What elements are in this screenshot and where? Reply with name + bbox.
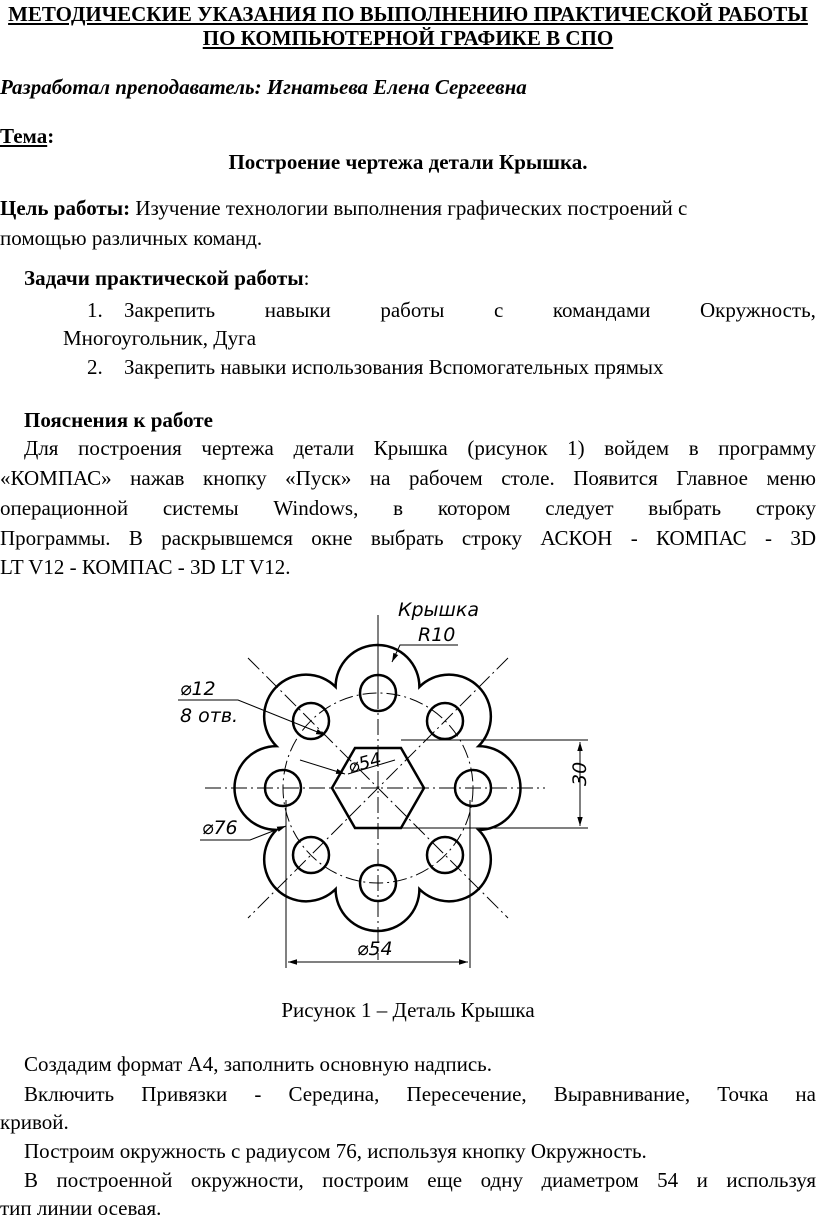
- topic-label-row: [0, 124, 54, 148]
- cover-drawing: [160, 590, 640, 980]
- author-line: Разработал преподаватель: Игнатьева Елена Сергеевна: [0, 75, 527, 99]
- task-1-word: Закрепить: [124, 298, 216, 322]
- explanation-line: Программы. В раскрывшемся окне выбрать строку АСКОН - КОМПАС - 3D: [0, 526, 816, 550]
- step-line: кривой.: [0, 1110, 69, 1134]
- goal-label: Цель работы:: [0, 196, 131, 220]
- task-2-text: Закрепить навыки использования Вспомогательных прямых: [124, 355, 664, 379]
- task-1-text: [124, 298, 816, 322]
- topic-label: Тема: [0, 124, 48, 148]
- tasks-label: Задачи практической работы: [24, 266, 304, 290]
- task-1-word: Окружность,: [700, 298, 816, 322]
- task-2-num: 2.: [87, 355, 103, 379]
- doc-title-line1: МЕТОДИЧЕСКИЕ УКАЗАНИЯ ПО ВЫПОЛНЕНИЮ ПРАКТИЧЕСКОЙ РАБОТЫ: [8, 2, 808, 26]
- label-hole-count: 8 отв.: [180, 705, 239, 727]
- label-outer-dia: ⌀76: [202, 817, 238, 839]
- topic-title: Построение чертежа детали Крышка.: [228, 150, 588, 174]
- step-line: Построим окружность с радиусом 76, используя кнопку Окружность.: [24, 1139, 647, 1163]
- label-hex-dia: ⌀54: [345, 748, 384, 778]
- explanation-line: операционной системы Windows, в котором следует выбрать строку: [0, 496, 816, 520]
- topic-colon: :: [47, 124, 55, 148]
- task-1-word: навыки: [264, 298, 331, 322]
- goal-line1: [0, 196, 687, 220]
- goal-line2: помощью различных команд.: [0, 226, 263, 250]
- explanation-line: «КОМПАС» нажав кнопку «Пуск» на рабочем столе. Появится Главное меню: [0, 466, 816, 490]
- step-line: Создадим формат А4, заполнить основную надпись.: [24, 1052, 492, 1076]
- task-1-continuation: Многоугольник, Дуга: [63, 326, 257, 350]
- task-1-num: 1.: [87, 298, 103, 322]
- goal-text1: Изучение технологии выполнения графических построений с: [130, 196, 688, 220]
- tasks-heading: [24, 266, 309, 290]
- label-height-dim: 30: [569, 761, 591, 786]
- explanation-heading: Пояснения к работе: [24, 408, 213, 432]
- explanation-line: Для построения чертежа детали Крышка (рисунок 1) войдем в программу: [24, 436, 816, 460]
- leader-hex-dia: [300, 760, 345, 774]
- label-bottom-dim: ⌀54: [357, 938, 393, 960]
- explanation-line: LT V12 - КОМПАС - 3D LT V12.: [0, 555, 291, 579]
- drawing-svg: [160, 590, 640, 980]
- step-line: тип линии осевая.: [0, 1196, 162, 1220]
- label-hole-dia: ⌀12: [180, 678, 216, 700]
- label-radius: R10: [418, 624, 456, 646]
- step-line: Включить Привязки - Середина, Пересечение, Выравнивание, Точка на: [24, 1082, 816, 1106]
- step-line: В построенной окружности, построим еще одну диаметром 54 и используя: [24, 1168, 816, 1192]
- tasks-colon: :: [303, 266, 310, 290]
- task-1-word: с: [493, 298, 504, 322]
- label-part-name: Крышка: [398, 599, 480, 621]
- figure-caption: Рисунок 1 – Деталь Крышка: [281, 998, 535, 1022]
- task-1-word: работы: [380, 298, 445, 322]
- doc-title-line2: ПО КОМПЬЮТЕРНОЙ ГРАФИКЕ В СПО: [202, 26, 614, 50]
- task-1-word: командами: [552, 298, 651, 322]
